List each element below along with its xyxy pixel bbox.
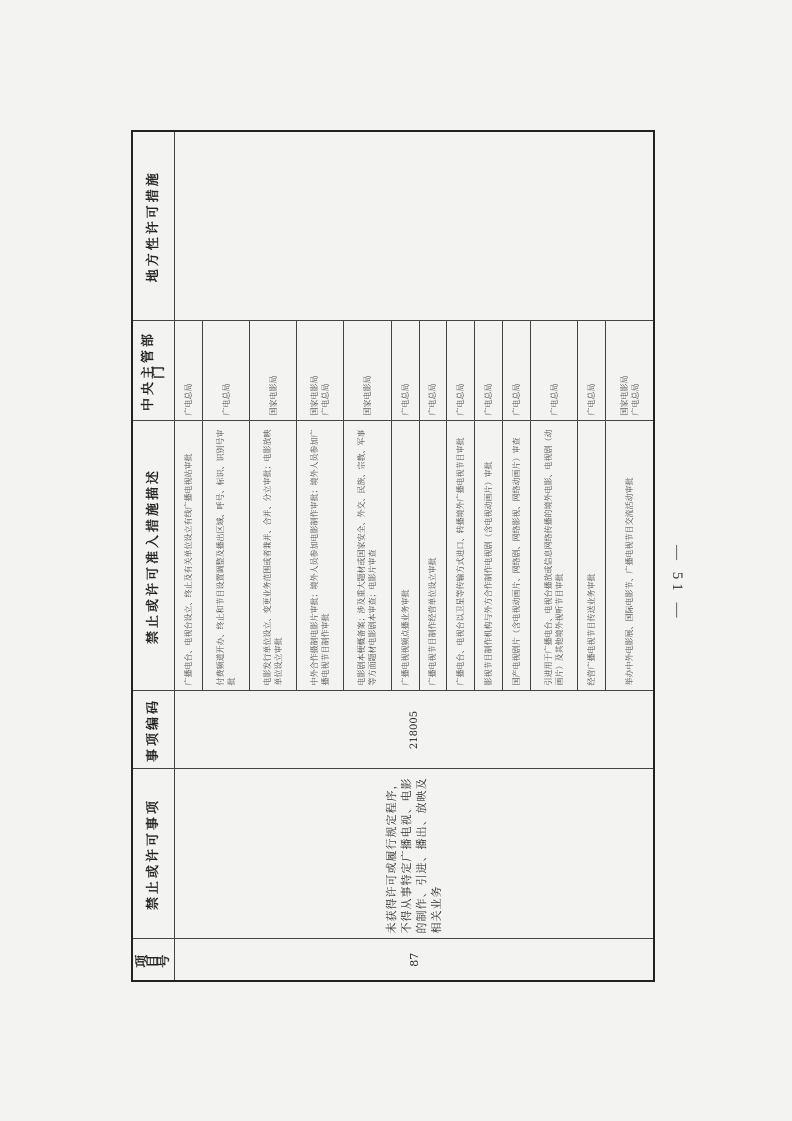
department-cell: 广电总局 xyxy=(202,321,249,421)
measure-description-cell: 电影发行单位设立、变更业务范围或者兼并、合并、分立审批；电影放映单位设立审批 xyxy=(250,421,297,691)
item-name-cell: 未获得许可或履行规定程序，不得从事特定广播电视、电影的制作、引进、播出、放映及相关业务 xyxy=(175,769,655,939)
department-cell: 广电总局 xyxy=(391,321,419,421)
measure-description-cell: 影视节目制作机构与外方合作制作电视剧（含电视动画片）审批 xyxy=(475,421,503,691)
department-cell: 国家电影局 广电总局 xyxy=(297,321,344,421)
header-central-department: 中央主管部门 xyxy=(132,321,175,421)
permit-measures-table xyxy=(131,130,655,982)
department-cell: 广电总局 xyxy=(578,321,606,421)
item-code-cell: 218005 xyxy=(175,691,655,769)
measure-description-cell: 中外合作摄制电影片审批；境外人员参加电影制作审批；境外人员参加广播电视节目制作审批 xyxy=(297,421,344,691)
measure-description-cell: 广播电台、电视台设立、终止及有关单位设立有线广播电视站审批 xyxy=(175,421,203,691)
measure-description-cell: 付费频道开办、终止和节目设置调整及播出区域、呼号、标识、识别号审批 xyxy=(202,421,249,691)
measure-description-cell: 国产电视剧片（含电视动画片、网络剧、网络影视、网络动画片）审查 xyxy=(503,421,531,691)
header-item-code: 事项编码 xyxy=(132,691,175,769)
local-measures-cell xyxy=(175,131,655,321)
department-cell: 广电总局 xyxy=(503,321,531,421)
department-cell: 国家电影局 xyxy=(250,321,297,421)
department-cell: 国家电影局 xyxy=(344,321,391,421)
header-measure-description: 禁止或许可准入措施描述 xyxy=(132,421,175,691)
measure-description-cell: 电影剧本梗概备案；涉及重大题材或国家安全、外交、民族、宗教、军事等方面题材电影剧本审查；电影片审查 xyxy=(344,421,391,691)
measure-description-cell: 举办中外电影展、国际电影节、广播电视节目交流活动审批 xyxy=(606,421,654,691)
department-cell: 广电总局 xyxy=(447,321,475,421)
item-number-cell: 87 xyxy=(175,939,655,981)
page-number: — 51 — xyxy=(669,545,685,622)
header-item-name: 禁止或许可事项 xyxy=(132,769,175,939)
measure-description-cell: 引进用于广播电台、电视台播放或信息网络传播的境外电影、电视剧（动画片）及其他境外视听节目审批 xyxy=(531,421,578,691)
department-cell: 广电总局 xyxy=(175,321,203,421)
header-item-number: 项目号 xyxy=(132,939,175,981)
table-row xyxy=(175,131,203,981)
measure-description-cell: 广播电视节目制作经营单位设立审批 xyxy=(419,421,447,691)
header-local-measures: 地方性许可措施 xyxy=(132,131,175,321)
department-cell: 广电总局 xyxy=(475,321,503,421)
measure-description-cell: 经营广播电视节目传送业务审批 xyxy=(578,421,606,691)
rotated-table-wrapper xyxy=(131,132,655,982)
department-cell: 国家电影局 广电总局 xyxy=(606,321,654,421)
department-cell: 广电总局 xyxy=(419,321,447,421)
measure-description-cell: 广播电视视频点播业务审批 xyxy=(391,421,419,691)
header-row xyxy=(132,131,175,981)
department-cell: 广电总局 xyxy=(531,321,578,421)
measure-description-cell: 广播电台、电视台以卫星等传输方式进口、转播境外广播电视节目审批 xyxy=(447,421,475,691)
